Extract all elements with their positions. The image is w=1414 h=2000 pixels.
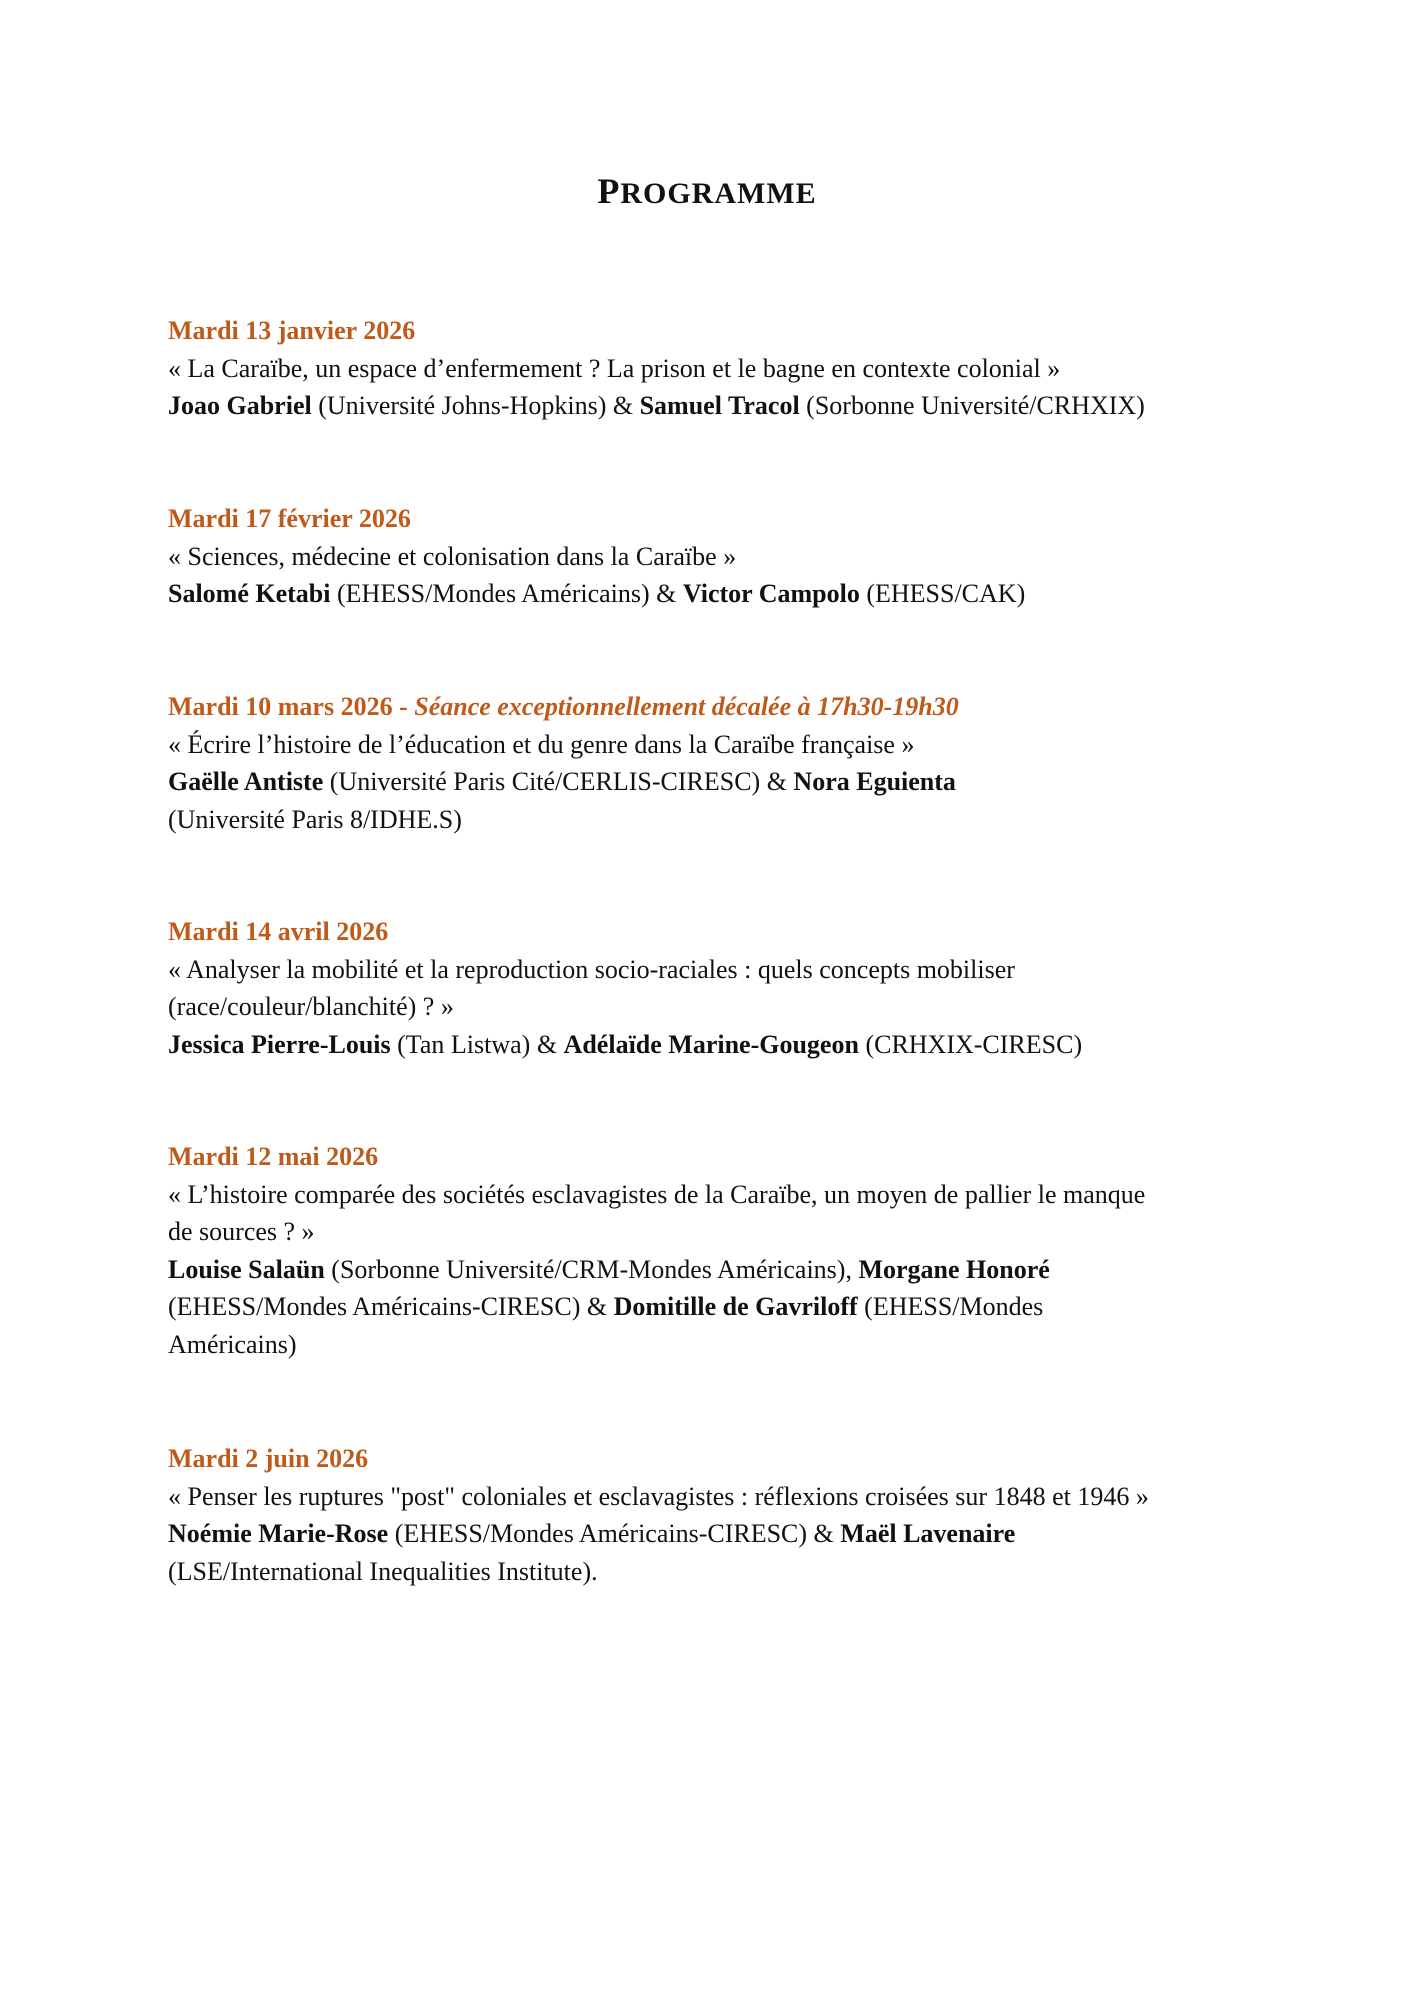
- session-4: [168, 913, 1258, 1063]
- session-speakers: [168, 575, 1258, 613]
- session-date: Mardi 13 janvier 2026: [168, 316, 416, 345]
- page-title-rest: ROGRAMME: [620, 177, 817, 210]
- speaker-affiliation: (LSE/International Inequalities Institute).: [168, 1556, 598, 1586]
- page-title-initial: P: [597, 171, 621, 211]
- session-5: [168, 1138, 1258, 1363]
- session-speakers: [168, 763, 1258, 801]
- session-1: [168, 312, 1258, 425]
- speaker-name: Morgane Honoré: [858, 1254, 1050, 1284]
- session-topic-cont: (race/couleur/blanchité) ? »: [168, 992, 454, 1021]
- speaker-name: Samuel Tracol: [639, 391, 800, 420]
- speaker-affiliation: (EHESS/CAK): [859, 579, 1026, 608]
- session-topic: « Sciences, médecine et colonisation dans la Caraïbe »: [168, 541, 737, 571]
- session-note: Séance exceptionnellement décalée à 17h30-19h30: [414, 692, 959, 721]
- speaker-name: Louise Salaün: [168, 1254, 325, 1284]
- session-speakers: [168, 1251, 1258, 1289]
- session-date: Mardi 2 juin 2026: [168, 1444, 369, 1473]
- speaker-name: Domitille de Gavriloff: [613, 1292, 858, 1321]
- session-topic-cont: de sources ? »: [168, 1217, 315, 1246]
- speaker-name: Maël Lavenaire: [840, 1519, 1016, 1548]
- speaker-name: Adélaïde Marine-Gougeon: [563, 1029, 859, 1059]
- speaker-affiliation: (EHESS/Mondes: [857, 1292, 1044, 1321]
- session-header: [168, 688, 1258, 726]
- session-topic: « Penser les ruptures "post" coloniales et esclavagistes : réflexions croisées sur 1848 et 1946 »: [168, 1481, 1149, 1511]
- speaker-affiliation: (Sorbonne Université/CRHXIX): [799, 391, 1145, 420]
- speaker-affiliation: (Université Johns-Hopkins) &: [311, 391, 640, 420]
- session-speakers: [168, 387, 1258, 425]
- session-speakers-cont: [168, 1288, 1258, 1326]
- speaker-name: Salomé Ketabi: [168, 579, 331, 608]
- session-speakers: [168, 1026, 1258, 1064]
- session-date: Mardi 14 avril 2026: [168, 917, 389, 946]
- page-title: [0, 170, 1414, 212]
- speaker-affiliation: (Tan Listwa) &: [390, 1029, 564, 1059]
- session-3: [168, 688, 1258, 838]
- speaker-affiliation: (Université Paris 8/IDHE.S): [168, 804, 462, 834]
- session-speakers: [168, 1515, 1258, 1553]
- speaker-affiliation: (EHESS/Mondes Américains-CIRESC) &: [168, 1292, 614, 1321]
- session-topic: « Écrire l’histoire de l’éducation et du genre dans la Caraïbe française »: [168, 729, 915, 759]
- session-topic: « Analyser la mobilité et la reproduction socio-raciales : quels concepts mobiliser: [168, 954, 1015, 984]
- speaker-affiliation: (EHESS/Mondes Américains) &: [330, 579, 683, 608]
- speaker-affiliation: (EHESS/Mondes Américains-CIRESC) &: [388, 1519, 841, 1548]
- session-topic: « La Caraïbe, un espace d’enfermement ? La prison et le bagne en contexte colonial »: [168, 353, 1061, 383]
- session-2: [168, 500, 1258, 613]
- session-6: [168, 1440, 1258, 1590]
- speaker-affiliation: (Sorbonne Université/CRM-Mondes Américains),: [324, 1254, 859, 1284]
- session-topic: « L’histoire comparée des sociétés esclavagistes de la Caraïbe, un moyen de pallier le manque: [168, 1179, 1146, 1209]
- speaker-affiliation: (CRHXIX-CIRESC): [858, 1029, 1083, 1059]
- session-date: Mardi 17 février 2026: [168, 504, 411, 533]
- speaker-affiliation: Américains): [168, 1329, 297, 1359]
- speaker-name: Nora Eguienta: [793, 767, 956, 796]
- speaker-name: Jessica Pierre-Louis: [168, 1029, 391, 1059]
- speaker-name: Joao Gabriel: [168, 391, 312, 420]
- speaker-affiliation: (Université Paris Cité/CERLIS-CIRESC) &: [323, 767, 794, 796]
- session-date: Mardi 12 mai 2026: [168, 1142, 379, 1171]
- speaker-name: Victor Campolo: [682, 579, 860, 608]
- speaker-name: Noémie Marie-Rose: [168, 1519, 389, 1548]
- session-date: Mardi 10 mars 2026 -: [168, 692, 415, 721]
- speaker-name: Gaëlle Antiste: [168, 767, 324, 796]
